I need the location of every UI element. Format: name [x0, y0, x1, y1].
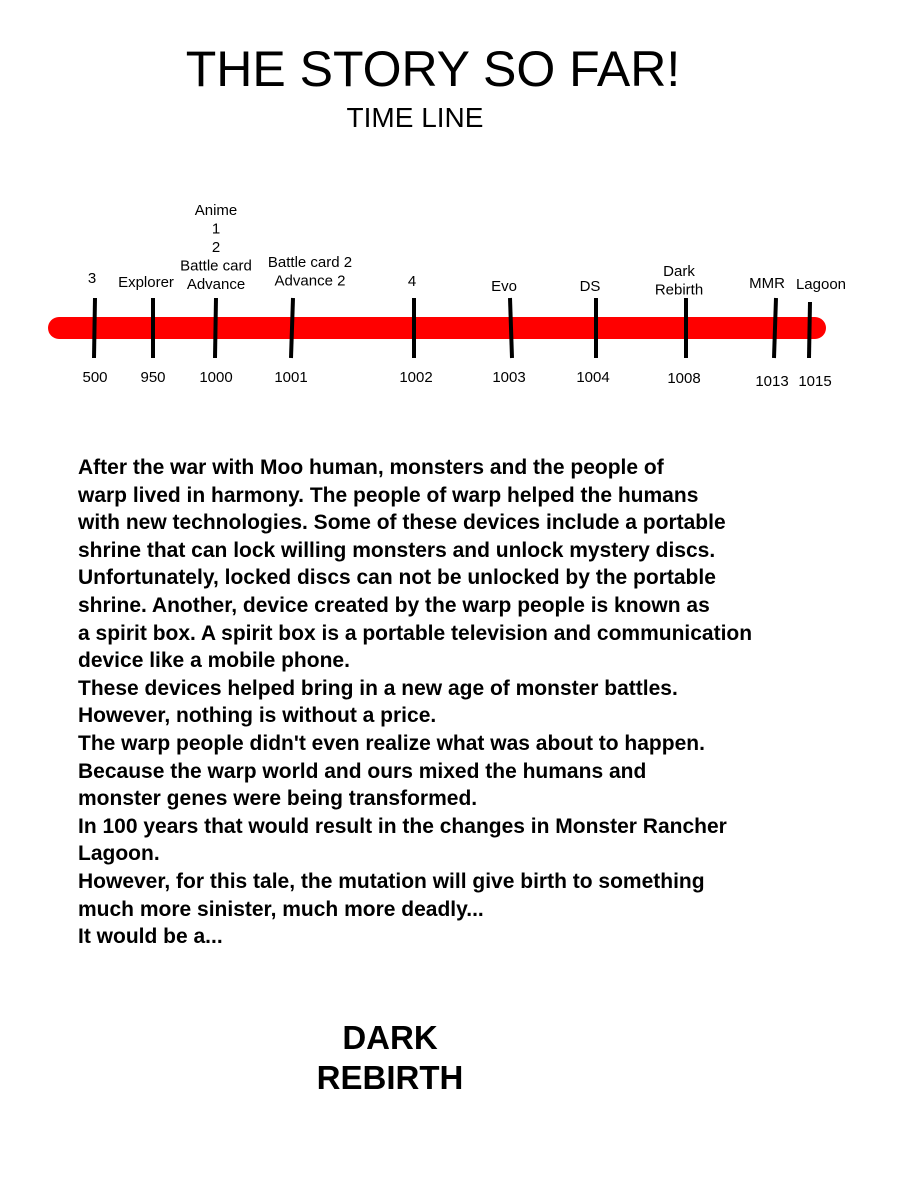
story-line: Because the warp world and ours mixed the humans and: [78, 759, 647, 783]
timeline-event-label: [268, 254, 352, 290]
story-line: Unfortunately, locked discs can not be unlocked by the portable: [78, 566, 716, 590]
timeline-event-label-line: Anime: [194, 202, 238, 219]
ending-line-2: REBIRTH: [316, 1059, 464, 1096]
timeline-event-label-line: Battle card 2: [267, 254, 353, 271]
timeline-event-label-line: 1: [211, 220, 221, 238]
timeline-event-label-line: 4: [407, 273, 417, 290]
story-line: a spirit box. A spirit box is a portable television and communication: [78, 621, 753, 645]
timeline-event-label-line: Rebirth: [654, 281, 704, 299]
timeline-event-label: [408, 273, 416, 290]
story-line: However, nothing is without a price.: [78, 704, 437, 728]
timeline-event-label-line: Advance 2: [274, 272, 346, 290]
timeline-year-label: 1000: [199, 369, 233, 386]
timeline-event-label: [749, 275, 785, 292]
story-line: with new technologies. Some of these devices include a portable: [78, 511, 726, 535]
story-line: Lagoon.: [78, 842, 160, 866]
timeline-event-label-line: Evo: [491, 278, 517, 295]
timeline-event-label-line: DS: [579, 278, 601, 295]
story-line: shrine. Another, device created by the warp people is known as: [78, 593, 710, 617]
timeline-year-label: 1003: [492, 369, 526, 386]
timeline-event-label-line: 2: [211, 239, 221, 256]
timeline-event-label-line: Explorer: [118, 274, 174, 291]
timeline-tick: [215, 298, 216, 358]
timeline-tick: [510, 298, 512, 358]
timeline-event-label-line: Dark: [663, 263, 695, 280]
timeline-year-label: 950: [140, 369, 166, 386]
timeline-event-label: [796, 276, 846, 293]
ending-line-1: DARK: [342, 1019, 438, 1056]
timeline-event-label: [118, 274, 174, 291]
story-line: much more sinister, much more deadly...: [78, 897, 484, 921]
timeline-event-label-line: Lagoon: [795, 276, 847, 293]
page-title: THE STORY SO FAR!: [185, 41, 681, 97]
timeline-event-label-line: Battle card: [180, 257, 252, 275]
timeline-event-label-line: 3: [87, 270, 97, 287]
story-line: monster genes were being transformed.: [78, 787, 478, 811]
timeline-tick: [774, 298, 776, 358]
story-line: device like a mobile phone.: [78, 649, 350, 673]
timeline-event-label: [580, 278, 601, 295]
timeline-year-label: 1004: [576, 369, 610, 386]
timeline-tick: [291, 298, 293, 358]
story-line: After the war with Moo human, monsters and the people of: [78, 456, 664, 479]
story-line: The warp people didn't even realize what was about to happen.: [78, 731, 705, 755]
story-line: warp lived in harmony. The people of warp helped the humans: [78, 483, 699, 507]
timeline-year-label: 1002: [399, 369, 433, 386]
timeline-year-label: 1001: [274, 369, 308, 386]
timeline-event-label: [655, 263, 703, 299]
ending-title: [300, 1018, 480, 1098]
story-text: [78, 454, 878, 951]
timeline: [0, 190, 900, 400]
page-subtitle: TIME LINE: [346, 102, 484, 133]
timeline-year-label: 1015: [798, 373, 832, 390]
story-line: These devices helped bring in a new age of monster battles.: [78, 676, 678, 700]
timeline-event-label: [491, 278, 517, 295]
story-line: It would be a...: [78, 925, 223, 949]
timeline-event-label: [88, 270, 96, 287]
timeline-event-label-line: MMR: [749, 275, 785, 292]
timeline-tick: [94, 298, 95, 358]
story-line: However, for this tale, the mutation will give birth to something: [78, 869, 705, 893]
timeline-event-label-line: Advance: [186, 276, 246, 293]
timeline-event-label: [180, 202, 252, 293]
timeline-year-label: 500: [82, 369, 108, 386]
story-line: shrine that can lock willing monsters and unlock mystery discs.: [78, 538, 716, 562]
story-line: In 100 years that would result in the changes in Monster Rancher: [78, 814, 727, 838]
timeline-tick: [809, 302, 810, 358]
timeline-year-label: 1008: [667, 370, 701, 387]
timeline-year-label: 1013: [755, 373, 789, 390]
timeline-bar: [48, 317, 826, 339]
